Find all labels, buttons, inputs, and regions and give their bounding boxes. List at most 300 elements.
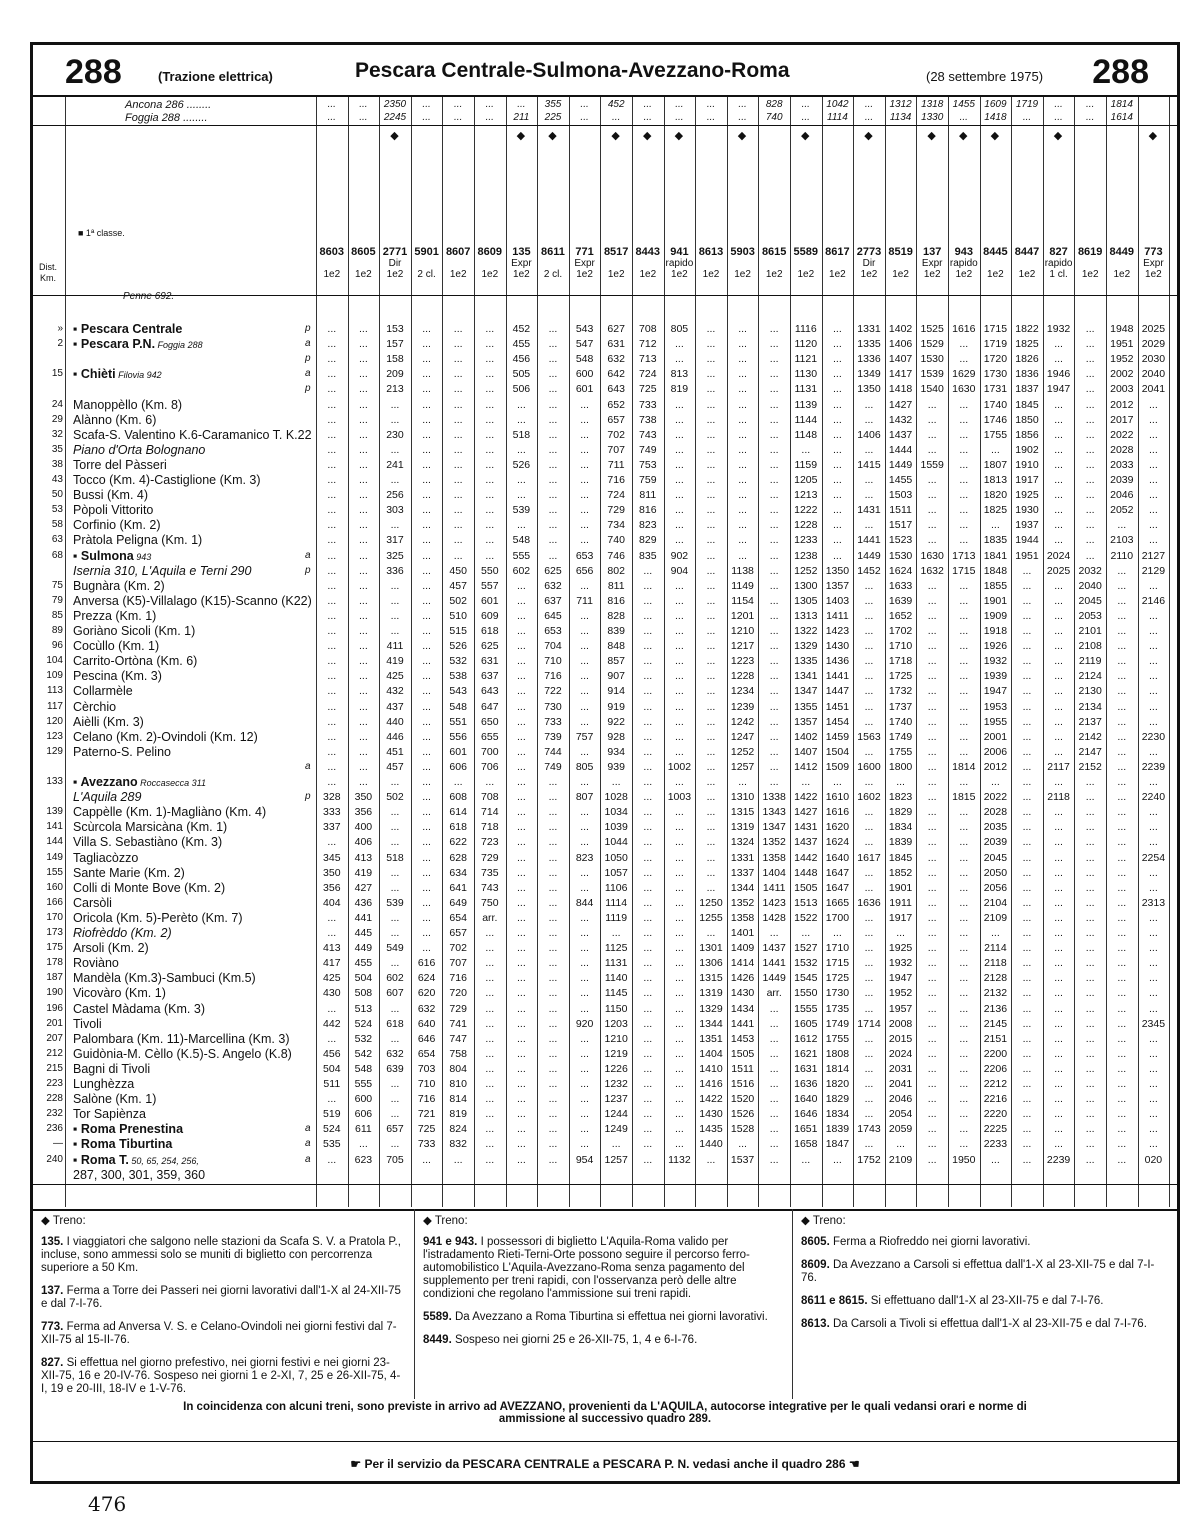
train-class: 1e2: [1081, 269, 1099, 280]
time-cell: 757: [575, 730, 594, 743]
time-cell: 1300: [794, 579, 818, 592]
station-km: 35: [51, 443, 63, 455]
time-cell: ...: [675, 1062, 684, 1075]
time-cell: ...: [390, 911, 400, 924]
station-name: [73, 337, 203, 353]
time-cell: 430: [323, 987, 341, 1000]
train-header-rule: [33, 295, 1177, 296]
time-cell: ...: [1085, 368, 1095, 381]
time-cell: 954: [575, 1153, 594, 1166]
train-header: [1106, 247, 1138, 280]
time-cell: 1222: [794, 504, 818, 517]
table-number-right: 288: [1092, 53, 1149, 91]
time-cell: 337: [323, 821, 341, 834]
note-entry: [801, 1295, 1169, 1308]
time-cell: 824: [449, 1123, 467, 1136]
time-cell: ...: [390, 519, 400, 532]
time-cell: ...: [675, 1017, 684, 1030]
time-cell: ...: [959, 881, 969, 894]
station-label: Anversa (K5)-Villalago (K15)-Scanno (K22): [73, 593, 312, 608]
station-label: Goriàno Sicoli (Km. 1): [73, 624, 196, 638]
time-cell: ...: [1117, 685, 1127, 698]
time-cell: ...: [359, 534, 368, 547]
time-cell: 2225: [983, 1123, 1008, 1136]
time-cell: ...: [738, 534, 747, 547]
connection-time: ...: [675, 99, 684, 110]
time-cell: ...: [675, 353, 684, 366]
time-cell: ...: [1054, 489, 1063, 502]
time-cell: ...: [390, 866, 400, 879]
time-cell: ...: [833, 428, 842, 441]
time-cell: 723: [481, 836, 499, 849]
time-cell: ...: [927, 927, 937, 939]
time-cell: ...: [1149, 806, 1158, 819]
time-cell: 816: [607, 594, 625, 607]
time-cell: 724: [607, 489, 625, 502]
note-text: Da Carsoli a Tivoli si effettua dall'1-X al 23-XII-75 e dal 7-I-76.: [832, 1318, 1147, 1330]
time-cell: ...: [485, 458, 495, 471]
time-cell: ...: [327, 474, 337, 486]
time-cell: 1947: [888, 972, 913, 985]
train-type: rapido: [1044, 258, 1073, 269]
arrival-departure-marker: p: [305, 353, 311, 365]
note-entry: [423, 1236, 784, 1301]
time-cell: ...: [959, 413, 969, 426]
note-entry: [801, 1318, 1169, 1331]
time-cell: 1563: [857, 730, 881, 743]
connection-time: ...: [580, 112, 589, 123]
time-cell: 1343: [762, 806, 786, 819]
time-cell: ...: [927, 519, 937, 532]
train-class: 1e2: [1018, 269, 1036, 280]
first-class-legend: ■ 1ª classe.: [78, 228, 125, 238]
time-cell: ...: [675, 594, 684, 607]
time-cell: ...: [769, 549, 779, 562]
train-number: 8613: [698, 246, 724, 258]
time-cell: ...: [1054, 821, 1063, 834]
station-km: 178: [46, 957, 63, 969]
time-cell: ...: [1149, 927, 1158, 939]
station-label: Cocùllo (Km. 1): [73, 639, 160, 654]
time-cell: 1441: [730, 1017, 755, 1030]
time-cell: 1329: [699, 1002, 723, 1015]
train-marker-diamond-icon: ◆: [927, 130, 936, 142]
time-cell: ...: [643, 836, 653, 849]
train-number: 8615: [761, 246, 787, 258]
time-cell: ...: [1149, 836, 1158, 849]
connection-rule: [33, 125, 1177, 126]
train-class: 1e2: [765, 269, 783, 280]
time-cell: 2132: [983, 987, 1008, 1000]
time-cell: 1114: [605, 896, 628, 909]
time-cell: 2128: [983, 972, 1008, 985]
note-text: I viaggiatori che salgono nelle stazioni da Scafa S. V. a Pratola P., incluse, sono ammessi solo se muniti di biglietto con percorrenza superiore a 50 Km.: [41, 1236, 401, 1274]
train-class: 1e2: [860, 269, 878, 280]
train-number: 941: [670, 246, 689, 258]
time-cell: 618: [449, 821, 467, 834]
time-cell: ...: [769, 474, 779, 486]
time-cell: ...: [675, 942, 684, 955]
time-cell: ...: [959, 685, 969, 698]
train-header: [1011, 247, 1043, 280]
time-cell: 1131: [794, 383, 818, 396]
time-cell: ...: [675, 957, 684, 970]
time-cell: 1530: [920, 353, 944, 366]
time-cell: ...: [959, 504, 969, 517]
time-cell: 1528: [730, 1123, 755, 1136]
time-cell: ...: [548, 987, 558, 1000]
time-cell: 1740: [983, 398, 1008, 411]
time-cell: 1039: [604, 821, 628, 834]
time-cell: 2025: [1141, 323, 1166, 335]
time-cell: 1448: [794, 866, 818, 879]
time-cell: ...: [422, 911, 431, 924]
time-cell: ...: [738, 428, 747, 441]
time-cell: 716: [449, 972, 467, 985]
time-cell: ...: [580, 685, 589, 698]
time-cell: ...: [580, 806, 589, 819]
time-cell: ...: [327, 353, 337, 366]
time-cell: ...: [1085, 353, 1095, 366]
time-cell: 1411: [762, 881, 786, 894]
time-cell: ...: [675, 745, 684, 758]
time-cell: 1800: [888, 760, 913, 773]
time-cell: 2035: [983, 821, 1008, 834]
time-cell: ...: [517, 1093, 526, 1106]
time-cell: ...: [359, 413, 368, 426]
time-cell: ...: [959, 594, 969, 607]
time-cell: 1848: [983, 564, 1008, 577]
time-cell: 2046: [1110, 489, 1134, 502]
time-cell: 1605: [794, 1017, 818, 1030]
time-cell: 600: [575, 368, 594, 381]
time-cell: 1730: [825, 987, 850, 1000]
time-cell: ...: [1054, 911, 1063, 924]
time-cell: ...: [864, 1138, 874, 1151]
time-cell: 441: [354, 911, 373, 924]
time-cell: 1106: [604, 881, 628, 894]
note-entry: [801, 1259, 1169, 1285]
note-text: Da Avezzano a Carsoli si effettua dall'1-X al 23-XII-75 e dal 7-I-76.: [801, 1259, 1155, 1284]
time-cell: 1617: [857, 851, 881, 864]
time-cell: ...: [422, 443, 431, 456]
time-cell: 1505: [730, 1047, 755, 1060]
note-train-number: 8605.: [801, 1236, 833, 1248]
time-cell: ...: [359, 715, 368, 728]
time-cell: ...: [706, 700, 716, 713]
time-cell: 317: [386, 534, 404, 547]
time-cell: 1428: [762, 911, 786, 924]
train-type: [474, 258, 506, 269]
time-cell: ...: [422, 338, 431, 351]
time-cell: 1352: [730, 896, 755, 909]
time-cell: ...: [769, 504, 779, 517]
time-cell: ...: [580, 428, 589, 441]
station-label: Mandèla (Km.3)-Sambuci (Km.5): [73, 971, 256, 986]
time-cell: ...: [769, 564, 779, 577]
time-cell: 832: [449, 1138, 467, 1151]
time-cell: 1125: [604, 942, 628, 955]
time-cell: ...: [1149, 413, 1158, 426]
time-cell: ...: [485, 398, 495, 411]
time-cell: ...: [390, 1002, 400, 1015]
time-cell: ...: [1117, 1153, 1127, 1166]
station-label: ▪ Roma Prenestina: [73, 1122, 184, 1137]
time-cell: 2012: [983, 760, 1008, 773]
time-cell: ...: [675, 776, 684, 788]
notes-col3-header: ◆ Treno:: [801, 1215, 846, 1227]
time-cell: ...: [927, 504, 937, 517]
arrival-departure-marker: p: [305, 791, 311, 803]
train-class: 1e2: [323, 269, 341, 280]
time-cell: 1210: [604, 1032, 628, 1045]
time-cell: ...: [864, 806, 874, 819]
time-cell: 2233: [983, 1138, 1008, 1151]
time-cell: 1610: [825, 791, 850, 804]
station-label: Piano d'Orta Bolognano: [73, 442, 206, 457]
time-cell: 518: [512, 428, 531, 441]
time-cell: ...: [580, 911, 589, 924]
time-cell: 400: [354, 821, 373, 834]
time-cell: 710: [417, 1078, 436, 1090]
time-cell: 158: [386, 353, 404, 366]
time-cell: ...: [706, 715, 716, 728]
time-cell: ...: [769, 609, 779, 622]
train-header: [442, 247, 474, 280]
time-cell: ...: [959, 398, 969, 411]
time-cell: ...: [1054, 987, 1063, 1000]
time-cell: ...: [422, 927, 431, 939]
time-cell: ...: [1054, 1032, 1063, 1045]
station-label: Guidònia-M. Cèllo (K.5)-S. Angelo (K.8): [73, 1046, 292, 1061]
time-cell: ...: [675, 609, 684, 622]
train-header: [537, 247, 569, 280]
time-cell: ...: [769, 519, 779, 532]
time-cell: 2230: [1141, 730, 1166, 743]
time-cell: ...: [769, 776, 779, 788]
time-cell: 1953: [983, 700, 1008, 713]
time-cell: ...: [580, 836, 589, 849]
station-km: 96: [51, 640, 63, 652]
time-cell: ...: [959, 1123, 969, 1136]
time-cell: 1651: [794, 1123, 818, 1136]
connection-time: ...: [454, 99, 463, 110]
time-cell: ...: [359, 489, 368, 502]
time-cell: 1911: [889, 896, 912, 909]
time-cell: ...: [580, 534, 589, 547]
time-cell: 1213: [794, 489, 818, 502]
time-cell: 2220: [983, 1108, 1008, 1121]
time-cell: 2006: [983, 745, 1008, 758]
time-cell: ...: [422, 474, 431, 486]
time-cell: 2254: [1141, 851, 1166, 864]
train-number: 8609: [477, 246, 503, 258]
time-cell: ...: [864, 640, 874, 653]
time-cell: ...: [927, 791, 937, 804]
time-cell: 702: [449, 942, 467, 955]
station-km: 170: [46, 911, 63, 923]
train-number: 8519: [888, 246, 913, 258]
time-cell: ...: [611, 776, 621, 788]
time-cell: ...: [769, 1108, 779, 1121]
time-cell: ...: [706, 458, 716, 471]
time-cell: ...: [580, 398, 589, 411]
time-cell: ...: [548, 911, 558, 924]
time-cell: 1239: [730, 700, 755, 713]
time-cell: 1436: [825, 655, 850, 668]
time-cell: ...: [422, 368, 431, 381]
time-cell: 643: [607, 383, 625, 396]
train-header: [695, 247, 727, 280]
station-km: 75: [51, 579, 63, 591]
time-cell: ...: [769, 1093, 779, 1106]
time-cell: 1324: [730, 836, 755, 849]
time-cell: ...: [548, 428, 558, 441]
station-km: 155: [46, 866, 63, 878]
time-cell: ...: [422, 534, 431, 547]
time-cell: ...: [959, 338, 969, 351]
time-cell: ...: [1085, 443, 1095, 456]
time-cell: 1412: [794, 760, 818, 773]
note-text: Sospeso nei giorni 25 e 26-XII-75, 1, 4 e 6-I-76.: [454, 1334, 698, 1346]
time-cell: 1545: [794, 972, 818, 985]
time-cell: ...: [959, 745, 969, 758]
time-cell: 456: [323, 1047, 341, 1060]
station-km: 129: [46, 745, 63, 757]
time-cell: 1825: [983, 504, 1008, 517]
time-cell: 1522: [794, 911, 818, 924]
time-cell: 724: [639, 368, 657, 381]
time-cell: ...: [1085, 323, 1095, 335]
time-cell: ...: [1149, 957, 1158, 970]
time-cell: 1247: [730, 730, 755, 743]
station-name: [73, 805, 266, 820]
time-cell: 2240: [1141, 791, 1166, 804]
train-marker-diamond-icon: ◆: [959, 130, 968, 142]
train-number: 8447: [1014, 246, 1040, 258]
time-cell: 1249: [604, 1123, 628, 1136]
time-cell: 2052: [1110, 504, 1134, 517]
train-class: 1e2: [449, 269, 467, 280]
coincidence-note: In coincidenza con alcuni treni, sono previste in arrivo ad AVEZZANO, provenienti da L'AQUILA, autocorse integrative per le quali vedansi orari e norme di ammissione al successivo quadro 289.: [183, 1401, 1027, 1425]
time-cell: 2101: [1078, 625, 1102, 637]
station-name: [73, 896, 112, 911]
station-label: Cappèlle (Km. 1)-Magliàno (Km. 4): [73, 805, 267, 820]
time-cell: ...: [1085, 1108, 1095, 1121]
station-label: Villa S. Sebastiàno (Km. 3): [73, 835, 223, 850]
time-cell: ...: [927, 1093, 937, 1106]
note-train-number: 827.: [41, 1357, 67, 1369]
time-cell: 1148: [794, 428, 818, 441]
train-type: [1011, 258, 1043, 269]
time-cell: ...: [833, 489, 842, 502]
time-cell: 1119: [605, 911, 628, 924]
time-cell: ...: [864, 1108, 874, 1121]
time-cell: 2045: [1078, 594, 1102, 607]
time-cell: 823: [639, 519, 657, 532]
time-cell: 1449: [888, 458, 913, 471]
arrival-departure-marker: a: [305, 1153, 311, 1165]
time-cell: 1710: [888, 640, 913, 653]
station-label: 287, 300, 301, 359, 360: [73, 1167, 206, 1182]
time-cell: ...: [927, 1002, 937, 1015]
time-cell: 504: [354, 972, 373, 985]
time-cell: ...: [643, 594, 653, 607]
train-type: rapido: [665, 258, 694, 269]
train-number: 827: [1049, 246, 1068, 258]
station-name: [73, 941, 149, 956]
time-cell: 631: [607, 338, 625, 351]
time-cell: ...: [1054, 1078, 1063, 1090]
time-cell: 2039: [1110, 474, 1134, 486]
time-cell: ...: [706, 353, 716, 366]
time-cell: 601: [575, 383, 594, 396]
time-cell: ...: [580, 1032, 589, 1045]
time-cell: ...: [548, 791, 558, 804]
time-cell: 1453: [730, 1032, 755, 1045]
train-header: [474, 247, 506, 280]
time-cell: 551: [449, 715, 467, 728]
time-cell: 1050: [604, 851, 628, 864]
time-cell: 1337: [730, 866, 755, 879]
time-cell: ...: [390, 836, 400, 849]
time-cell: ...: [864, 1078, 874, 1090]
time-cell: ...: [769, 353, 779, 366]
time-cell: ...: [738, 1138, 747, 1151]
time-cell: ...: [517, 1002, 526, 1015]
time-cell: 404: [323, 896, 341, 909]
time-cell: 2050: [983, 866, 1008, 879]
station-km: 236: [46, 1123, 63, 1135]
time-cell: 333: [323, 806, 341, 819]
time-cell: ...: [864, 836, 874, 849]
time-cell: 505: [512, 368, 531, 381]
time-cell: 1612: [794, 1032, 818, 1045]
time-cell: 718: [481, 821, 499, 834]
time-cell: 1449: [762, 972, 786, 985]
time-cell: ...: [422, 1153, 431, 1166]
time-cell: ...: [359, 549, 368, 562]
connection-time: ...: [706, 99, 716, 110]
time-cell: 725: [417, 1123, 436, 1136]
time-cell: ...: [422, 821, 431, 834]
station-label: Scùrcola Marsicàna (Km. 1): [73, 820, 228, 835]
time-cell: 1149: [731, 579, 754, 592]
time-cell: 646: [417, 1032, 436, 1045]
station-km: 223: [46, 1078, 63, 1089]
time-cell: 2110: [1110, 549, 1134, 562]
station-label: Sante Marie (Km. 2): [73, 865, 185, 880]
note-train-number: 135.: [41, 1236, 67, 1248]
time-cell: 1839: [888, 836, 913, 849]
time-cell: 1537: [730, 1153, 755, 1166]
time-cell: ...: [485, 957, 495, 970]
time-cell: ...: [517, 1078, 526, 1090]
time-cell: ...: [327, 640, 337, 653]
time-cell: ...: [359, 730, 368, 743]
time-cell: ...: [991, 443, 1000, 456]
time-cell: ...: [1022, 670, 1032, 683]
time-cell: ...: [1054, 927, 1063, 939]
time-cell: ...: [1054, 338, 1063, 351]
time-cell: ...: [580, 1093, 589, 1106]
time-cell: 1516: [730, 1078, 755, 1090]
time-cell: 548: [512, 534, 531, 547]
time-cell: ...: [1149, 685, 1158, 698]
train-header: [1043, 247, 1075, 280]
time-cell: ...: [1022, 1062, 1032, 1075]
station-km: 113: [47, 685, 63, 697]
